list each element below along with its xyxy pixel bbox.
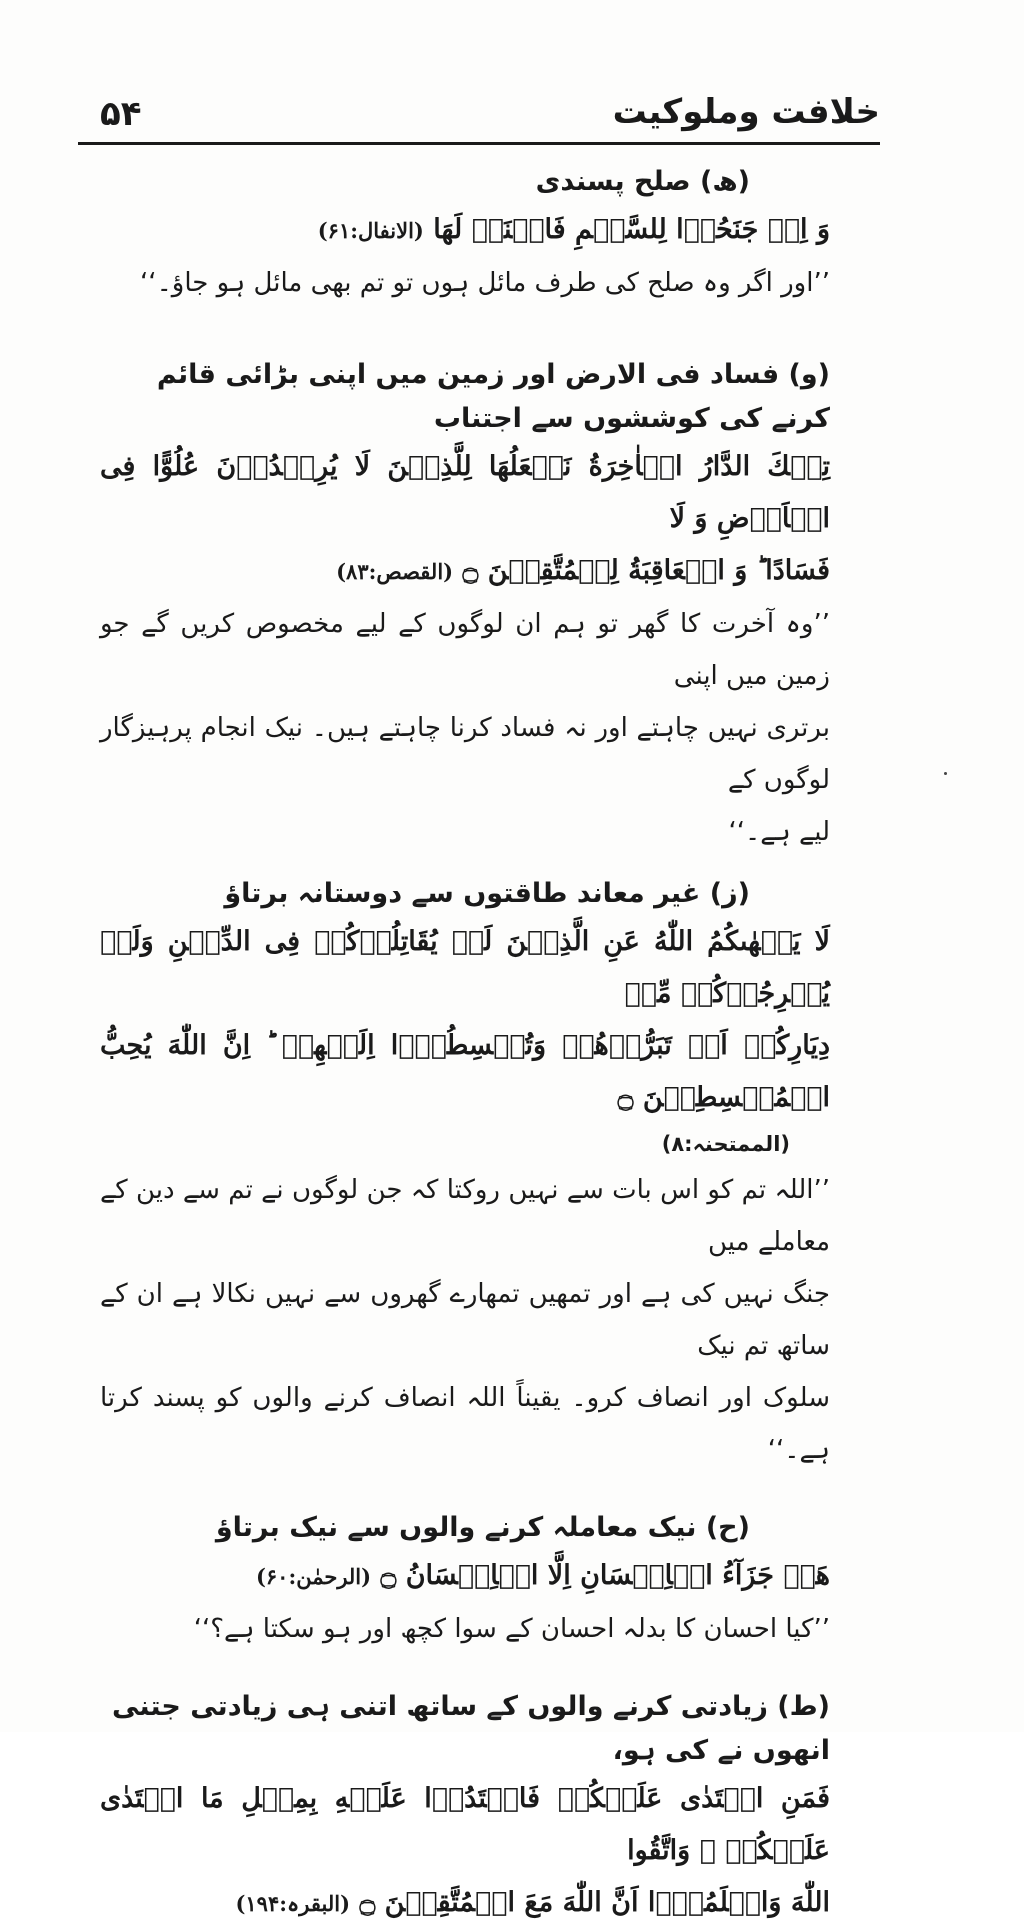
translation-line: ’’وہ آخرت کا گھر تو ہم ان لوگوں کے لیے مخصوص کریں گے جو زمین میں اپنی xyxy=(100,609,830,691)
margin-dot xyxy=(944,772,947,775)
quran-verse-line xyxy=(100,204,830,257)
running-title: خلافت وملوکیت xyxy=(612,92,880,132)
section-heading: (ھ) صلح پسندی xyxy=(535,166,750,197)
section-w xyxy=(100,353,830,858)
section-z xyxy=(100,872,830,1476)
page-number: ۵۴ xyxy=(100,94,142,134)
translation-line: سلوک اور انصاف کرو۔ یقیناً اللہ انصاف کرنے والوں کو پسند کرتا ہے۔‘‘ xyxy=(100,1383,830,1465)
section-heading: (ح) نیک معاملہ کرنے والوں سے نیک برتاؤ xyxy=(215,1512,750,1543)
page-header xyxy=(100,88,880,140)
quran-verse-text: اللّٰهَ وَاعۡلَمُوۡۤا اَنَّ اللّٰهَ مَعَ الۡمُتَّقِيۡنَ ۝ xyxy=(359,1887,830,1918)
verse-reference: (القصص:۸۳) xyxy=(336,559,454,584)
section-heading: (و) فساد فی الارض اور زمین میں اپنی بڑائی قائم کرنے کی کوششوں سے اجتناب xyxy=(156,359,830,434)
quran-verse-text: وَ اِنۡ جَنَحُوۡا لِلسَّلۡمِ فَاجۡنَحۡ لَهَا xyxy=(433,214,830,245)
quran-verse-line: لَا يَنۡهٰٮكُمُ اللّٰهُ عَنِ الَّذِيۡنَ لَمۡ يُقَاتِلُوۡكُمۡ فِى الدِّيۡنِ وَلَمۡ يُخۡرِجُوۡكُمۡ مِّنۡ xyxy=(100,926,830,1009)
section-heading: (ط) زیادتی کرنے والوں کے ساتھ اتنی ہی زیادتی جتنی انھوں نے کی ہو، xyxy=(112,1691,830,1766)
quran-verse-line: دِيَارِكُمۡ اَنۡ تَبَرُّوۡهُمۡ وَتُقۡسِطُوۡۤا اِلَيۡهِمۡ ؕ اِنَّ اللّٰهَ يُحِبُّ الۡمُقۡسِطِيۡنَ ۝ xyxy=(100,1030,830,1113)
translation-line: برتری نہیں چاہتے اور نہ فساد کرنا چاہتے ہیں۔ نیک انجام پرہیزگار لوگوں کے xyxy=(100,713,830,795)
quran-verse-line xyxy=(100,545,830,598)
quran-verse-line xyxy=(100,1550,830,1603)
quran-verse-text: فَسَادًا ؕ وَ الۡعَاقِبَةُ لِلۡمُتَّقِيۡنَ ۝ xyxy=(462,555,830,586)
verse-reference: (الممتحنہ:۸) xyxy=(661,1132,790,1156)
translation-line: ’’اللہ تم کو اس بات سے نہیں روکتا کہ جن لوگوں نے تم سے دین کے معاملے میں xyxy=(100,1175,830,1257)
translation-line: جنگ نہیں کی ہے اور تمھیں تمھارے گھروں سے نہیں نکالا ہے ان کے ساتھ تم نیک xyxy=(100,1279,830,1361)
section-heading: (ز) غیر معاند طاقتوں سے دوستانہ برتاؤ xyxy=(224,878,750,909)
page-body xyxy=(100,160,830,1930)
section-h2 xyxy=(100,1506,830,1655)
quran-verse-line: تِلۡكَ الدَّارُ الۡاٰخِرَةُ نَجۡعَلُهَا لِلَّذِيۡنَ لَا يُرِيۡدُوۡنَ عُلُوًّا فِى الۡاَرۡضِ وَ لَا xyxy=(100,451,830,534)
quran-verse-line: فَمَنِ اعۡتَدٰى عَلَيۡكُمۡ فَاعۡتَدُوۡا عَلَيۡهِ بِمِثۡلِ مَا اعۡتَدٰى عَلَيۡكُمۡ ۚ وَاتَّقُوا xyxy=(100,1783,830,1866)
quran-verse-text: هَلۡ جَزَآءُ الۡاِحۡسَانِ اِلَّا الۡاِحۡسَانُ ۝ xyxy=(380,1560,830,1591)
translation-line: لیے ہے۔‘‘ xyxy=(728,817,830,847)
verse-reference: (الرحمٰن:۶۰) xyxy=(255,1564,372,1589)
verse-reference: (البقرہ:۱۹۴) xyxy=(235,1891,351,1916)
section-t xyxy=(100,1685,830,1930)
verse-reference: (الانفال:۶۱) xyxy=(317,218,424,243)
translation-line: ’’کیا احسان کا بدلہ احسان کے سوا کچھ اور ہو سکتا ہے؟‘‘ xyxy=(193,1614,830,1644)
quran-verse-line xyxy=(100,1877,830,1930)
translation-line: ’’اور اگر وہ صلح کی طرف مائل ہوں تو تم بھی مائل ہو جاؤ۔‘‘ xyxy=(140,268,830,298)
header-rule xyxy=(78,142,880,145)
section-h xyxy=(100,160,830,309)
